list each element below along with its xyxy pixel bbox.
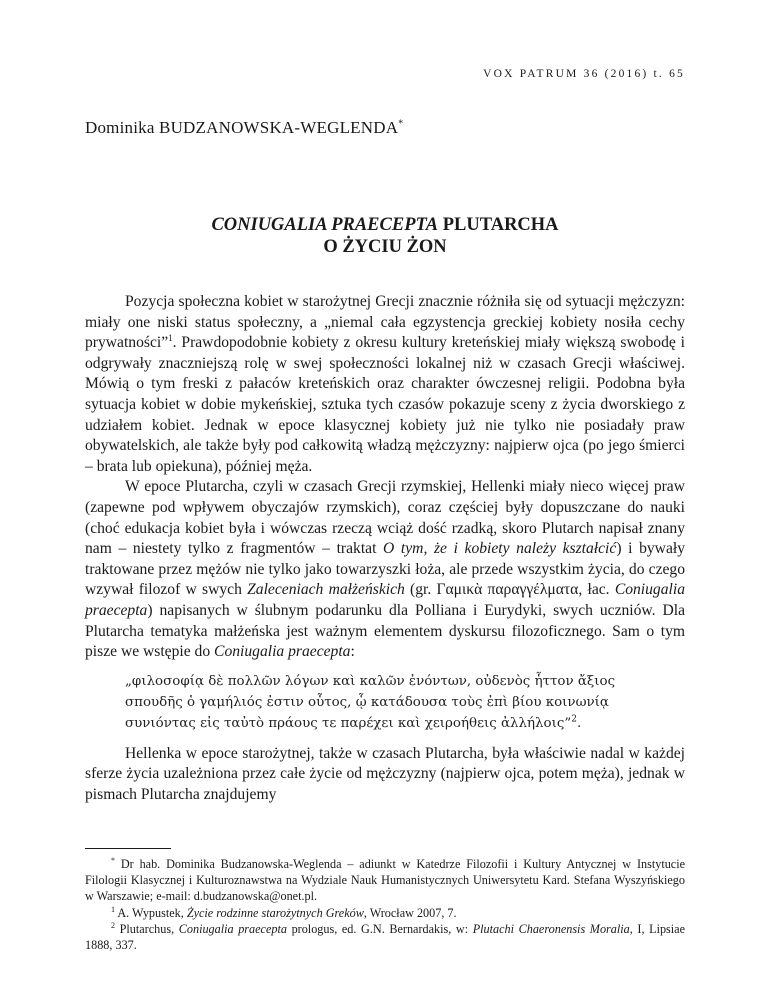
p2-text-a: W epoce Plutarcha, czyli w czasach Grecji rzymskiej, Hellenki miały nieco więcej praw (zapewne pod wpływem obyczajów rzymskich), coraz częściej były dopuszczane do nauki (choć edukacja kobiet była i wówczas rzeczą wciąż dość rzadką, skoro Plutarch napisał znany nam – niestety tylko z fragmentów – traktat <box>85 478 685 558</box>
greek-quote-line-3 <box>125 713 685 734</box>
footnote-1-text-a: A. Wypustek, <box>117 905 187 920</box>
footnote-rule <box>85 848 171 849</box>
footnote-author-text: Dr hab. Dominika Budzanowska-Weglenda – adiunkt w Katedrze Filozofii i Kultury Antycznej w Instytucie Filologii Klasycznej i Kulturoznawstwa na Wydziale Nauk Humanistycznych Uniwersytetu Kard. Stefana Wyszyńskiego w Warszawie; e-mail: d.budzanowska@onet.pl. <box>85 857 686 904</box>
title-line-2: O ŻYCIU ŻON <box>323 237 447 257</box>
footnote-2-text-a: Plutarchus, <box>119 921 179 936</box>
footnote-2-italic-2: Plutachi Chaeronensis Moralia <box>472 921 630 936</box>
paragraph-3: Hellenka w epoce starożytnej, także w czasach Plutarcha, była właściwie nadal w każdej sferze życia uzależniona przez całe życie od mężczyzny (najpierw ojca, potem męża), jednak w pismach Plutarcha znajdujemy <box>85 744 685 803</box>
p2-text-b: ) i bywały traktowane przez mężów nie tylko jako towarzyszki łoża, ale przede wszystkim życia, do czego wzywał filozof w swych <box>85 540 685 599</box>
p2-greek-title: Γαμικὰ παραγγέλματα <box>436 581 579 599</box>
footnote-1-text-b: , Wrocław 2007, 7. <box>363 905 457 920</box>
p2-text-f: : <box>350 643 355 661</box>
footnotes <box>85 856 685 953</box>
p2-text-e: ) napisanych w ślubnym podarunku dla Polliana i Eurydyki, swych uczniów. Dla Plutarcha tematyka małżeńska jest ważnym elementem dyskursu filozoficznego. Sam o tym pisze we wstępie do <box>85 601 685 661</box>
footnote-ref-1[interactable]: 1 <box>168 333 173 343</box>
greek-quote-line-2: σπουδῆς ὁ γαμήλιός ἐστιν οὗτος, ᾧ κατάδουσα τοὺς ἐπὶ βίου κοινωνίᾳ <box>125 694 609 710</box>
footnote-1-italic: Życie rodzinne starożytnych Greków <box>186 905 364 920</box>
p2-text-d: , łac. <box>578 581 615 599</box>
p1-text-b: . Prawdopodobnie kobiety z okresu kultury kreteńskiej miały większą swobodę i odgrywały znaczniejszą rolę w swej społeczności lokalnej niż w czasach Grecji właściwej. Mówią o tym freski z pałaców kreteńskich oraz charakter ówczesnej religii. Podobna była sytuacja kobiet w dobie mykeńskiej, sztuka tych czasów pokazuje sceny z życia dworskiego z udziałem kobiet. Jednak w epoce klasycznej kobiety już nie tylko nie posiadały praw obywatelskich, ale także były pod całkowitą władzą mężczyzny: najpierw ojca (po jego śmierci – brata lub opiekuna), później męża. <box>85 334 685 475</box>
greek-quote <box>85 671 685 734</box>
p2-text-c: (gr. <box>404 581 437 599</box>
footnote-author <box>85 856 685 905</box>
footnote-author-mark: * <box>111 855 115 865</box>
p2-italic-2: Zaleceniach małżeńskich <box>247 581 405 599</box>
running-header: VOX PATRUM 36 (2016) t. 65 <box>483 68 685 80</box>
author-text: Dominika BUDZANOWSKA-WEGLENDA <box>85 118 399 137</box>
p2-italic-4: Coniugalia praecepta <box>214 643 351 661</box>
footnote-2-italic-1: Coniugalia praecepta <box>178 921 287 936</box>
title-italic: CONIUGALIA PRAECEPTA <box>211 215 439 235</box>
article-title <box>85 214 685 258</box>
author-footnote-mark: * <box>398 118 404 130</box>
title-plain: PLUTARCHA <box>438 215 559 235</box>
author-name <box>85 118 403 138</box>
p2-italic-3: Coniugalia praecepta <box>85 581 685 619</box>
article-body <box>85 292 685 805</box>
footnote-2 <box>85 921 685 953</box>
footnote-2-mark: 2 <box>111 920 115 930</box>
footnote-2-text-c: , I, Lipsiae 1888, 337. <box>85 921 686 953</box>
title-line-1 <box>85 214 685 236</box>
footnote-2-text-b: prologus, ed. G.N. Bernardakis, w: <box>286 921 473 936</box>
p1-text-a: Pozycja społeczna kobiet w starożytnej Grecji znacznie różniła się od sytuacji mężczyzn: miały one niski status społeczny, a „niemal cała egzystencja greckiej kobiety nosiła cechy prywatności” <box>85 293 685 352</box>
greek-quote-line-1: „φιλοσοφίᾳ δὲ πολλῶν λόγων καὶ καλῶν ἐνόντων, οὐδενὸς ἧττον ἄξιος <box>125 673 616 689</box>
paragraph-2 <box>85 477 685 662</box>
footnote-1 <box>85 905 685 921</box>
footnote-1-mark: 1 <box>111 904 115 914</box>
p2-italic-1: O tym, że i kobiety należy kształcić <box>383 540 617 558</box>
footnote-ref-2[interactable]: 2 <box>571 714 577 725</box>
greek-quote-end: . <box>576 715 582 731</box>
greek-quote-line-3-text: συνιόντας εἰς ταὐτὸ πράους τε παρέχει καὶ χειροήθεις ἀλλήλοις” <box>125 715 572 731</box>
paragraph-1 <box>85 292 685 477</box>
